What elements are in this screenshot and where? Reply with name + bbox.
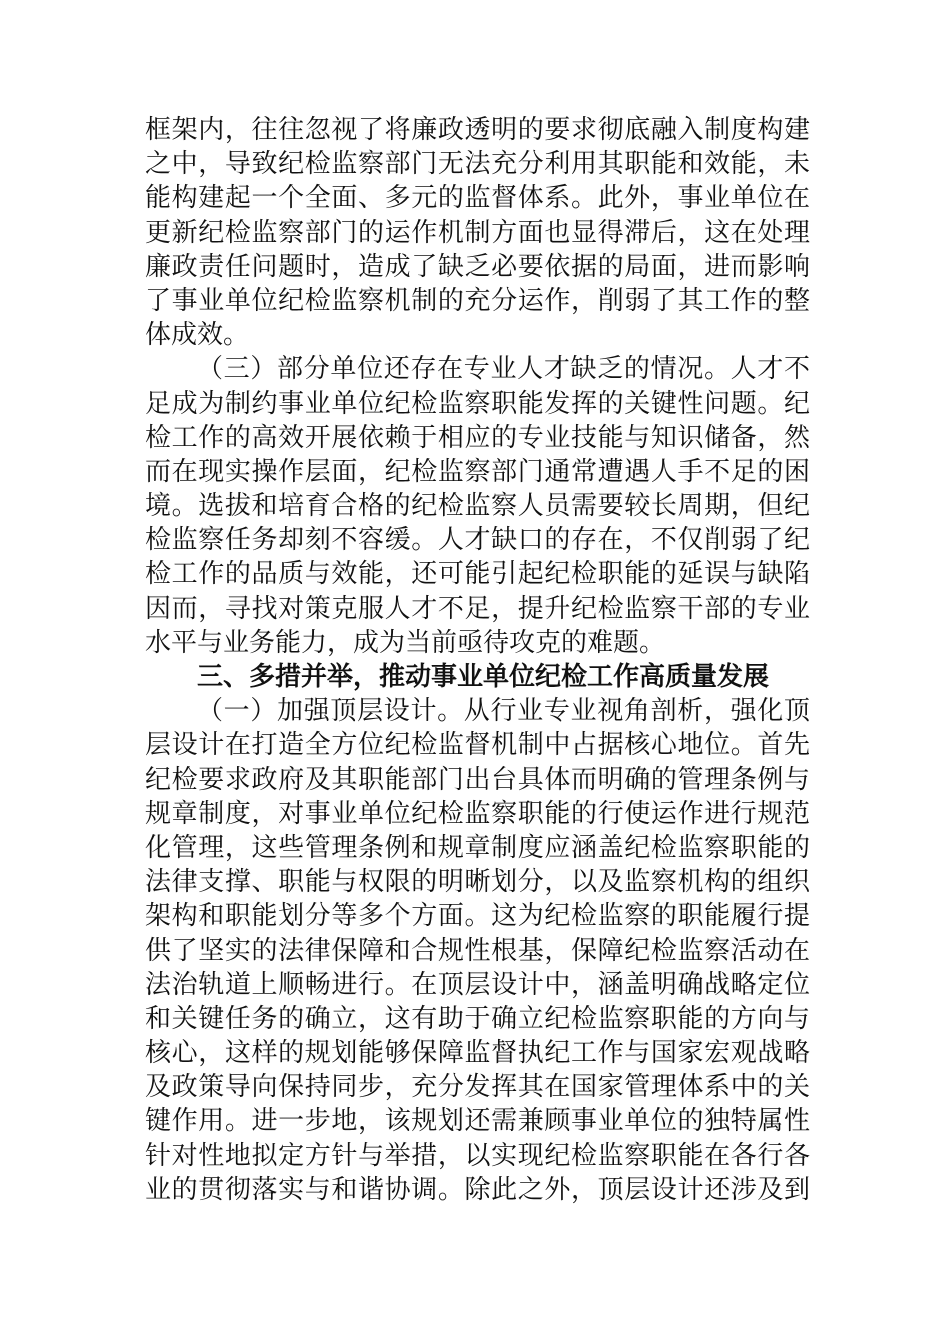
text-line: 足成为制约事业单位纪检监察职能发挥的关键性问题。纪 bbox=[145, 388, 810, 419]
text-line: 针对性地拟定方针与举措，以实现纪检监察职能在各行各 bbox=[145, 1140, 810, 1171]
text-line: 和关键任务的确立，这有助于确立纪检监察职能的方向与 bbox=[145, 1003, 810, 1034]
text-line: 业的贯彻落实与和谐协调。除此之外，顶层设计还涉及到 bbox=[145, 1174, 810, 1205]
text-line: 更新纪检监察部门的运作机制方面也显得滞后，这在处理 bbox=[145, 217, 810, 248]
text-line: 境。选拔和培育合格的纪检监察人员需要较长周期，但纪 bbox=[145, 491, 810, 522]
body-text bbox=[145, 113, 810, 1207]
text-line: 廉政责任问题时，造成了缺乏必要依据的局面，进而影响 bbox=[145, 251, 810, 282]
text-line: 水平与业务能力，成为当前亟待攻克的难题。 bbox=[145, 627, 666, 658]
text-line: 能构建起一个全面、多元的监督体系。此外，事业单位在 bbox=[145, 183, 810, 214]
text-line: 规章制度，对事业单位纪检监察职能的行使运作进行规范 bbox=[145, 798, 810, 829]
text-line: 法治轨道上顺畅进行。在顶层设计中，涵盖明确战略定位 bbox=[145, 969, 810, 1000]
text-line: 框架内，往往忽视了将廉政透明的要求彻底融入制度构建 bbox=[145, 115, 810, 145]
text-line: 体成效。 bbox=[145, 320, 250, 351]
text-line: 检工作的品质与效能，还可能引起纪检职能的延误与缺陷 bbox=[145, 559, 810, 590]
text-line: 键作用。进一步地，该规划还需兼顾事业单位的独特属性 bbox=[145, 1106, 810, 1137]
text-line: 检监察任务却刻不容缓。人才缺口的存在，不仅削弱了纪 bbox=[145, 525, 810, 556]
text-line: 及政策导向保持同步，充分发挥其在国家管理体系中的关 bbox=[145, 1072, 810, 1103]
text-line: 核心，这样的规划能够保障监督执纪工作与国家宏观战略 bbox=[145, 1038, 810, 1069]
text-line: 化管理，这些管理条例和规章制度应涵盖纪检监察职能的 bbox=[145, 832, 810, 863]
text-line: 因而，寻找对策克服人才不足，提升纪检监察干部的专业 bbox=[145, 593, 810, 624]
text-line: 了事业单位纪检监察机制的充分运作，削弱了其工作的整 bbox=[145, 285, 810, 316]
text-line: 法律支撑、职能与权限的明晰划分，以及监察机构的组织 bbox=[145, 867, 810, 898]
section-heading: 三、多措并举，推动事业单位纪检工作高质量发展 bbox=[197, 662, 770, 692]
text-line: 而在现实操作层面，纪检监察部门通常遭遇人手不足的困 bbox=[145, 456, 810, 487]
text-line: 纪检要求政府及其职能部门出台具体而明确的管理条例与 bbox=[145, 764, 810, 795]
text-line: 架构和职能划分等多个方面。这为纪检监察的职能履行提 bbox=[145, 901, 810, 932]
text-line: 层设计在打造全方位纪检监督机制中占据核心地位。首先 bbox=[145, 730, 810, 761]
text-line: 检工作的高效开展依赖于相应的专业技能与知识储备，然 bbox=[145, 422, 810, 453]
text-line: 之中，导致纪检监察部门无法充分利用其职能和效能，未 bbox=[145, 149, 810, 180]
text-line: 供了坚实的法律保障和合规性根基，保障纪检监察活动在 bbox=[145, 935, 810, 966]
section-paragraph-start: （三）部分单位还存在专业人才缺乏的情况。人才不 bbox=[197, 354, 810, 385]
section-paragraph-start: （一）加强顶层设计。从行业专业视角剖析，强化顶 bbox=[197, 696, 810, 727]
